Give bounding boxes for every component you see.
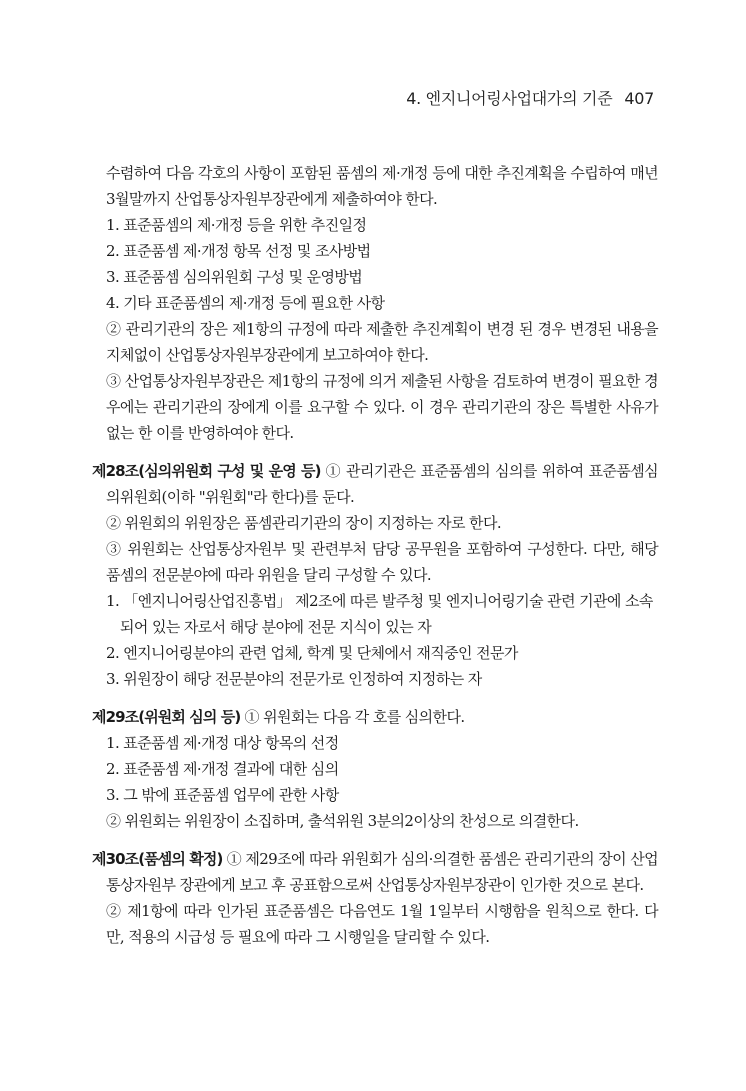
article-text: ① 제29조에 따라 위원회가 심의·의결한 품셈은 관리기관의 장이 산업통상자원부 장관에게 보고 후 공표함으로써 산업통상자원부장관이 인가한 것으로 본다.	[106, 850, 658, 894]
page-number: 407	[624, 89, 654, 108]
article-heading: 제28조(심의위원회 구성 및 운영 등)	[92, 462, 321, 480]
list-item: 1. 표준품셈의 제·개정 등을 위한 추진일정	[106, 216, 367, 234]
list-item: 1. 「엔지니어링산업진흥법」 제2조에 따른 발주청 및 엔지니어링기술 관련 기관에 소속되어 있는 자로서 해당 분야에 전문 지식이 있는 자	[106, 592, 653, 636]
list-item: 3. 위원장이 해당 전문분야의 전문가로 인정하여 지정하는 자	[106, 670, 482, 688]
list-item: 2. 표준품셈 제·개정 항목 선정 및 조사방법	[106, 242, 371, 260]
list-item: 3. 그 밖에 표준품셈 업무에 관한 사항	[106, 786, 339, 804]
article-text: ① 관리기관은 표준품셈의 심의를 위하여 표준품셈심의위원회(이하 "위원회"라 한다)를 둔다.	[106, 462, 658, 506]
paragraph: ③ 위원회는 산업통상자원부 및 관련부처 담당 공무원을 포함하여 구성한다. 다만, 해당 품셈의 전문분야에 따라 위원을 달리 구성할 수 있다.	[106, 540, 658, 584]
article-text: ① 위원회는 다음 각 호를 심의한다.	[240, 708, 465, 726]
list-item: 4. 기타 표준품셈의 제·개정 등에 필요한 사항	[106, 294, 385, 312]
article-heading: 제29조(위원회 심의 등)	[92, 708, 241, 726]
paragraph: ② 위원회의 위원장은 품셈관리기관의 장이 지정하는 자로 한다.	[106, 514, 501, 532]
chapter-title: 4. 엔지니어링사업대가의 기준	[406, 89, 613, 108]
paragraph: ③ 산업통상자원부장관은 제1항의 규정에 의거 제출된 사항을 검토하여 변경이 필요한 경우에는 관리기관의 장에게 이를 요구할 수 있다. 이 경우 관리기관의 장은 특별한 사유가 없는 한 이를 반영하여야 한다.	[106, 372, 658, 442]
body-text	[92, 160, 658, 950]
paragraph: ② 제1항에 따라 인가된 표준품셈은 다음연도 1월 1일부터 시행함을 원칙으로 한다. 다만, 적용의 시급성 등 필요에 따라 그 시행일을 달리할 수 있다.	[106, 902, 658, 946]
article-28	[92, 458, 658, 510]
running-header	[406, 86, 654, 109]
list-item: 3. 표준품셈 심의위원회 구성 및 운영방법	[106, 268, 363, 286]
article-heading: 제30조(품셈의 확정)	[92, 850, 223, 868]
article-30	[92, 846, 658, 898]
list-item: 2. 엔지니어링분야의 관련 업체, 학계 및 단체에서 재직중인 전문가	[106, 644, 518, 662]
continuation-paragraph: 수렴하여 다음 각호의 사항이 포함된 품셈의 제·개정 등에 대한 추진계획을 수립하여 매년 3월말까지 산업통상자원부장관에게 제출하여야 한다.	[106, 164, 658, 208]
paragraph: ② 위원회는 위원장이 소집하며, 출석위원 3분의2이상의 찬성으로 의결한다.	[106, 812, 579, 830]
list-item: 1. 표준품셈 제·개정 대상 항목의 선정	[106, 734, 339, 752]
list-item: 2. 표준품셈 제·개정 결과에 대한 심의	[106, 760, 339, 778]
article-29	[92, 704, 658, 730]
paragraph: ② 관리기관의 장은 제1항의 규정에 따라 제출한 추진계획이 변경 된 경우 변경된 내용을 지체없이 산업통상자원부장관에게 보고하여야 한다.	[106, 320, 658, 364]
